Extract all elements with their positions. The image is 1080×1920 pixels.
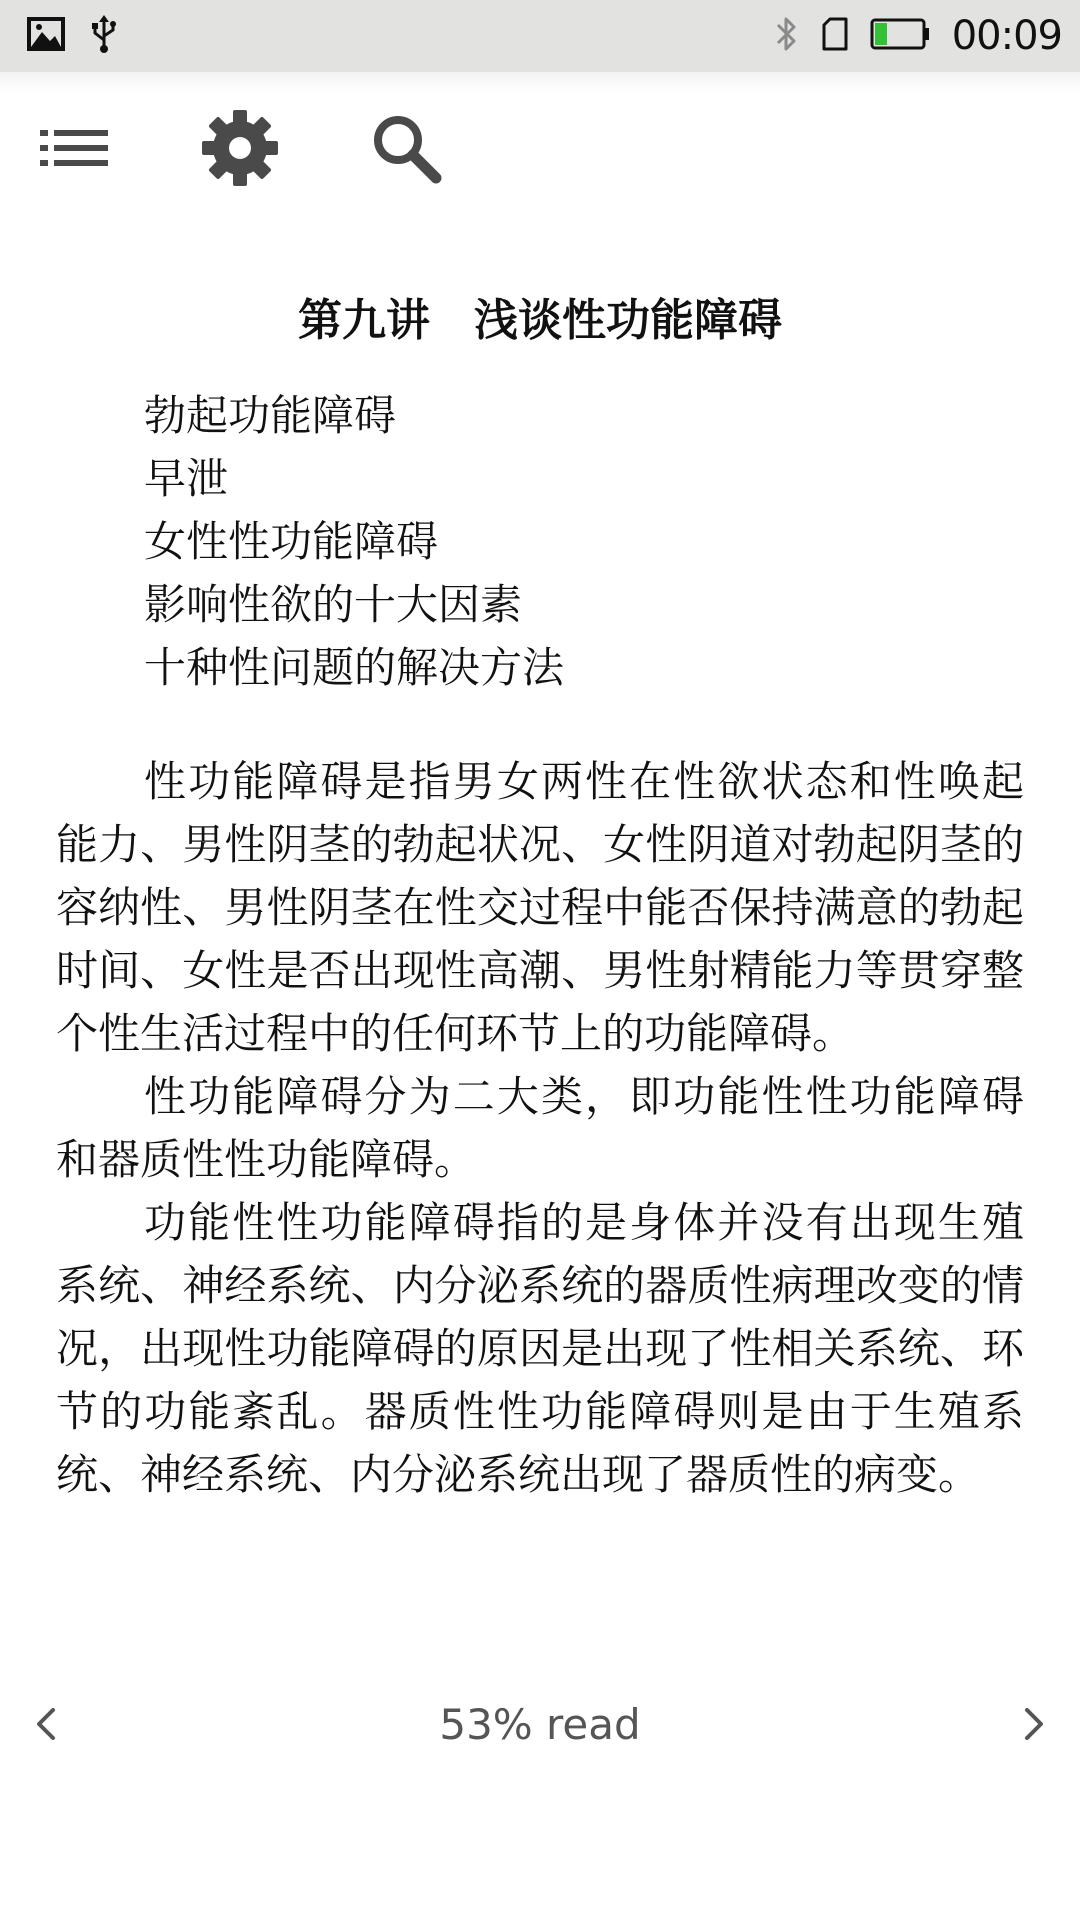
- battery-icon: [870, 18, 930, 54]
- chapter-title: 第九讲 浅谈性功能障碍: [298, 295, 782, 346]
- gear-icon: [200, 108, 280, 192]
- chevron-right-icon: [1019, 1704, 1049, 1748]
- usb-icon: [90, 14, 118, 58]
- body-paragraph: 性功能障碍分为二大类，即功能性性功能障碍和器质性性功能障碍。: [56, 1072, 1024, 1184]
- search-icon: [368, 110, 444, 190]
- list-icon: [38, 124, 110, 176]
- reading-progress: 53% read: [439, 1700, 641, 1749]
- settings-button[interactable]: [196, 106, 284, 194]
- status-bar-right: [774, 0, 1062, 72]
- section-item: 勃起功能障碍: [144, 391, 397, 440]
- reader-toolbar: [0, 72, 1080, 222]
- status-time: 00:09: [951, 13, 1062, 59]
- section-item: 十种性问题的解决方法: [144, 643, 565, 692]
- image-icon: [26, 16, 66, 56]
- chapter-body: [56, 750, 1024, 1506]
- bluetooth-icon: [774, 14, 800, 58]
- body-paragraph: 性功能障碍是指男女两性在性欲状态和性唤起能力、男性阴茎的勃起状况、女性阴道对勃起阴茎的容纳性、男性阴茎在性交过程中能否保持满意的勃起时间、女性是否出现性高潮、男性射精能力等贯穿整个性生活过程中的任何环节上的功能障碍。: [56, 757, 1024, 1058]
- sim-icon: [822, 17, 848, 55]
- next-page-button[interactable]: [1004, 1696, 1064, 1756]
- chapter-section-list: [144, 384, 564, 699]
- table-of-contents-button[interactable]: [30, 106, 118, 194]
- section-item: 早泄: [144, 454, 229, 503]
- body-paragraph: 功能性性功能障碍指的是身体并没有出现生殖系统、神经系统、内分泌系统的器质性病理改变的情况，出现性功能障碍的原因是出现了性相关系统、环节的功能紊乱。器质性性功能障碍则是由于生殖系统、神经系统、内分泌系统出现了器质性的病变。: [56, 1198, 1024, 1499]
- reader-footer: [0, 1690, 1080, 1760]
- status-bar-left: [26, 0, 118, 72]
- status-bar: [0, 0, 1080, 72]
- search-button[interactable]: [362, 106, 450, 194]
- section-item: 影响性欲的十大因素: [144, 580, 523, 629]
- section-item: 女性性功能障碍: [144, 517, 439, 566]
